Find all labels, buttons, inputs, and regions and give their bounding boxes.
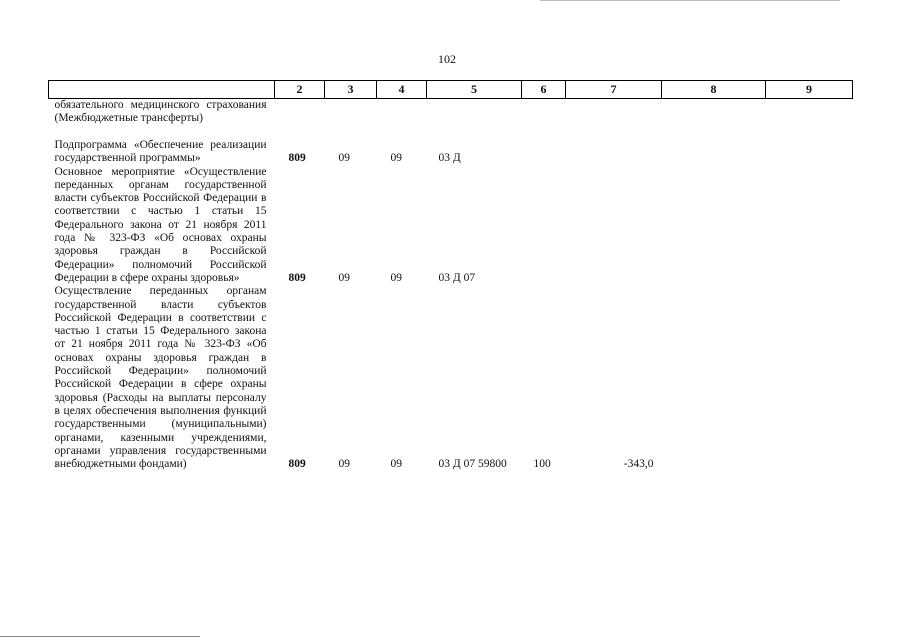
table-row	[49, 166, 853, 286]
cell-section	[325, 99, 377, 126]
cell-target-article: 03 Д 07 59800	[438, 458, 507, 471]
cell-subsection: 09	[390, 458, 402, 471]
cell-ministry-code	[275, 99, 325, 126]
cell-expense-type	[522, 166, 566, 286]
row-description: Осуществление переданных органам государственной власти субъектов Российской Федерации в соответствии с частью 1 статьи 15 Федерального закона от 21 ноября 2011 года № 323-ФЗ «Об основах охраны здоровья граждан в Российской Федерации» полномочий Российской Федерации в сфере охраны здоровья (Расходы на выплаты персоналу в целях обеспечения выполнения функций государственными (муниципальными) органами, казенными учреждениями, органами управления государственными внебюджетными фондами)	[54, 285, 267, 471]
cell-col8	[662, 99, 766, 126]
cell-col9	[766, 166, 853, 286]
cell-expense-type	[522, 99, 566, 126]
header-cell-4: 4	[377, 81, 427, 99]
table-row	[49, 126, 853, 166]
scan-edge-line	[540, 0, 840, 1]
cell-section: 09	[338, 271, 350, 284]
header-cell-5: 5	[427, 81, 522, 99]
cell-col8	[662, 126, 766, 166]
cell-expense-type: 100	[533, 458, 551, 471]
cell-subsection	[377, 99, 427, 126]
cell-ministry-code: 809	[288, 458, 306, 471]
cell-section: 09	[338, 458, 350, 471]
row-description: обязательного медицинского страхования (Межбюджетные трансферты)	[54, 99, 267, 125]
header-cell-2: 2	[275, 81, 325, 99]
budget-table	[48, 80, 853, 471]
header-cell-description	[49, 81, 275, 99]
cell-target-article	[427, 99, 522, 126]
cell-col8	[662, 166, 766, 286]
cell-col9	[766, 126, 853, 166]
cell-col9	[766, 99, 853, 126]
cell-amount	[566, 126, 662, 166]
cell-ministry-code: 809	[288, 271, 306, 284]
cell-col9	[766, 285, 853, 471]
cell-section: 09	[338, 152, 350, 165]
cell-amount	[566, 166, 662, 286]
cell-subsection: 09	[390, 271, 402, 284]
table-header-row	[49, 81, 853, 99]
cell-subsection: 09	[390, 152, 402, 165]
header-cell-6: 6	[522, 81, 566, 99]
cell-col8	[662, 285, 766, 471]
row-description: Основное мероприятие «Осуществление переданных органам государственной власти субъектов Российской Федерации в соответствии с частью 1 статьи 15 Федерального закона от 21 ноября 2011 года № 323-ФЗ «Об основах охраны здоровья граждан в Российской Федерации» полномочий Российской Федерации в сфере охраны здоровья»	[54, 165, 267, 284]
header-cell-7: 7	[566, 81, 662, 99]
table-row	[49, 99, 853, 126]
cell-ministry-code: 809	[288, 152, 306, 165]
header-cell-8: 8	[662, 81, 766, 99]
row-description: Подпрограмма «Обеспечение реализации государственной программы»	[54, 139, 267, 165]
scan-edge-line	[0, 636, 200, 637]
page-number: 102	[438, 52, 456, 66]
cell-amount: -343,0	[623, 458, 654, 471]
cell-target-article: 03 Д 07	[438, 271, 476, 284]
cell-target-article: 03 Д	[438, 152, 461, 165]
header-cell-9: 9	[766, 81, 853, 99]
cell-expense-type	[522, 126, 566, 166]
cell-amount	[566, 99, 662, 126]
header-cell-3: 3	[325, 81, 377, 99]
table-row	[49, 285, 853, 471]
